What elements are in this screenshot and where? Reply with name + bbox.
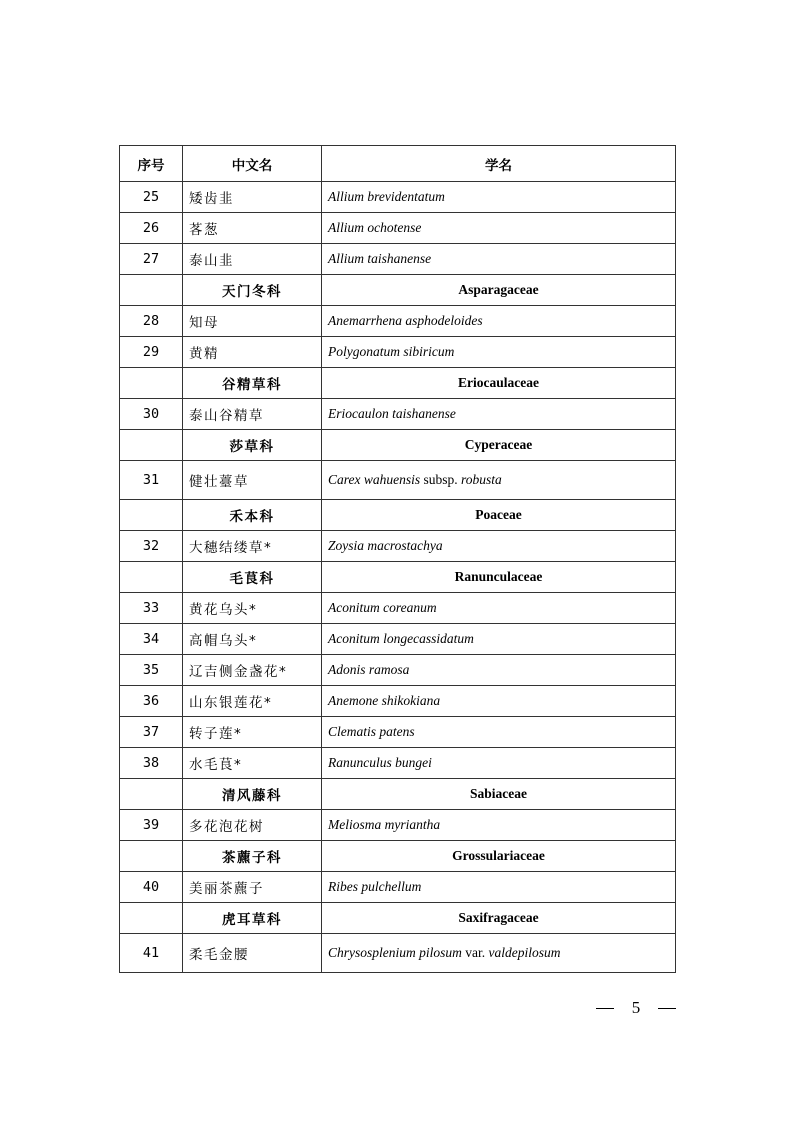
species-row (120, 531, 676, 562)
species-row (120, 934, 676, 973)
species-row (120, 748, 676, 779)
species-chinese-name: 山东银莲花* (183, 686, 322, 717)
species-scientific-name (322, 531, 676, 562)
scientific-name-rank-part: subsp. (420, 472, 462, 487)
species-row (120, 306, 676, 337)
species-scientific-name (322, 399, 676, 430)
species-row (120, 810, 676, 841)
header-scientific-name: 学名 (322, 146, 676, 182)
family-row (120, 779, 676, 810)
species-scientific-name (322, 872, 676, 903)
scientific-name-italic-part: valdepilosum (488, 945, 561, 960)
species-row (120, 182, 676, 213)
family-serial-cell (120, 779, 183, 810)
scientific-name-italic-part: Clematis patens (328, 724, 415, 739)
species-chinese-name: 健壮薹草 (183, 461, 322, 500)
header-chinese-name: 中文名 (183, 146, 322, 182)
species-scientific-name (322, 337, 676, 368)
species-chinese-name: 大穗结缕草* (183, 531, 322, 562)
species-chinese-name: 泰山谷精草 (183, 399, 322, 430)
family-chinese-name: 天门冬科 (183, 275, 322, 306)
species-row (120, 399, 676, 430)
family-row (120, 368, 676, 399)
species-serial-number: 26 (120, 213, 183, 244)
scientific-name-italic-part: Aconitum coreanum (328, 600, 437, 615)
species-chinese-name: 水毛茛* (183, 748, 322, 779)
species-serial-number: 39 (120, 810, 183, 841)
family-scientific-name: Saxifragaceae (322, 903, 676, 934)
species-scientific-name (322, 934, 676, 973)
species-serial-number: 37 (120, 717, 183, 748)
species-scientific-name (322, 748, 676, 779)
species-scientific-name (322, 306, 676, 337)
family-chinese-name: 毛茛科 (183, 562, 322, 593)
scientific-name-italic-part: robusta (461, 472, 502, 487)
species-serial-number: 30 (120, 399, 183, 430)
species-chinese-name: 矮齿韭 (183, 182, 322, 213)
family-row (120, 275, 676, 306)
family-serial-cell (120, 368, 183, 399)
table-header (120, 146, 676, 182)
species-row (120, 686, 676, 717)
family-serial-cell (120, 562, 183, 593)
species-serial-number: 27 (120, 244, 183, 275)
scientific-name-italic-part: Ranunculus bungei (328, 755, 432, 770)
species-row (120, 244, 676, 275)
species-row (120, 337, 676, 368)
species-scientific-name (322, 686, 676, 717)
species-serial-number: 41 (120, 934, 183, 973)
table-body (120, 182, 676, 973)
scientific-name-italic-part: Polygonatum sibiricum (328, 344, 455, 359)
family-serial-cell (120, 430, 183, 461)
family-chinese-name: 谷精草科 (183, 368, 322, 399)
species-serial-number: 35 (120, 655, 183, 686)
family-scientific-name: Sabiaceae (322, 779, 676, 810)
scientific-name-italic-part: Chrysosplenium pilosum (328, 945, 462, 960)
species-row (120, 593, 676, 624)
family-chinese-name: 虎耳草科 (183, 903, 322, 934)
scientific-name-italic-part: Carex wahuensis (328, 472, 421, 487)
species-scientific-name (322, 810, 676, 841)
scientific-name-italic-part: Adonis ramosa (328, 662, 410, 677)
species-chinese-name: 多花泡花树 (183, 810, 322, 841)
species-serial-number: 28 (120, 306, 183, 337)
species-serial-number: 36 (120, 686, 183, 717)
species-chinese-name: 知母 (183, 306, 322, 337)
family-chinese-name: 禾本科 (183, 500, 322, 531)
species-scientific-name (322, 213, 676, 244)
species-scientific-name (322, 717, 676, 748)
scientific-name-italic-part: Allium ochotense (328, 220, 422, 235)
family-serial-cell (120, 275, 183, 306)
family-scientific-name: Poaceae (322, 500, 676, 531)
species-row (120, 872, 676, 903)
species-serial-number: 40 (120, 872, 183, 903)
family-chinese-name: 茶藨子科 (183, 841, 322, 872)
family-chinese-name: 清风藤科 (183, 779, 322, 810)
species-chinese-name: 黄精 (183, 337, 322, 368)
header-serial-number: 序号 (120, 146, 183, 182)
species-chinese-name: 转子莲* (183, 717, 322, 748)
scientific-name-italic-part: Eriocaulon taishanense (328, 406, 456, 421)
scientific-name-italic-part: Meliosma myriantha (328, 817, 441, 832)
family-serial-cell (120, 903, 183, 934)
species-serial-number: 33 (120, 593, 183, 624)
species-row (120, 624, 676, 655)
species-chinese-name: 美丽茶藨子 (183, 872, 322, 903)
scientific-name-italic-part: Allium brevidentatum (328, 189, 445, 204)
scientific-name-italic-part: Anemarrhena asphodeloides (328, 313, 483, 328)
scientific-name-italic-part: Zoysia macrostachya (328, 538, 443, 553)
family-scientific-name: Grossulariaceae (322, 841, 676, 872)
species-scientific-name (322, 182, 676, 213)
species-row (120, 461, 676, 500)
scientific-name-italic-part: Aconitum longecassidatum (328, 631, 474, 646)
family-row (120, 841, 676, 872)
family-scientific-name: Eriocaulaceae (322, 368, 676, 399)
scientific-name-italic-part: Anemone shikokiana (328, 693, 441, 708)
species-scientific-name (322, 624, 676, 655)
species-scientific-name (322, 461, 676, 500)
species-chinese-name: 泰山韭 (183, 244, 322, 275)
page-number-footer (596, 998, 676, 1018)
species-chinese-name: 黄花乌头* (183, 593, 322, 624)
header-row (120, 146, 676, 182)
species-serial-number: 32 (120, 531, 183, 562)
species-row (120, 655, 676, 686)
scientific-name-italic-part: Ribes pulchellum (328, 879, 422, 894)
species-scientific-name (322, 244, 676, 275)
family-serial-cell (120, 841, 183, 872)
family-serial-cell (120, 500, 183, 531)
species-chinese-name: 辽吉侧金盏花* (183, 655, 322, 686)
species-serial-number: 38 (120, 748, 183, 779)
family-row (120, 430, 676, 461)
species-chinese-name: 高帽乌头* (183, 624, 322, 655)
right-dash (658, 1008, 676, 1009)
family-chinese-name: 莎草科 (183, 430, 322, 461)
species-chinese-name: 柔毛金腰 (183, 934, 322, 973)
species-scientific-name (322, 655, 676, 686)
species-chinese-name: 茖葱 (183, 213, 322, 244)
family-row (120, 903, 676, 934)
species-row (120, 213, 676, 244)
family-scientific-name: Ranunculaceae (322, 562, 676, 593)
family-scientific-name: Cyperaceae (322, 430, 676, 461)
species-serial-number: 29 (120, 337, 183, 368)
species-serial-number: 25 (120, 182, 183, 213)
scientific-name-rank-part: var. (461, 945, 489, 960)
species-serial-number: 31 (120, 461, 183, 500)
page-number: 5 (631, 998, 641, 1017)
family-row (120, 562, 676, 593)
family-scientific-name: Asparagaceae (322, 275, 676, 306)
species-row (120, 717, 676, 748)
scientific-name-italic-part: Allium taishanense (328, 251, 432, 266)
species-table (119, 145, 676, 973)
species-serial-number: 34 (120, 624, 183, 655)
family-row (120, 500, 676, 531)
left-dash (596, 1008, 614, 1009)
species-scientific-name (322, 593, 676, 624)
